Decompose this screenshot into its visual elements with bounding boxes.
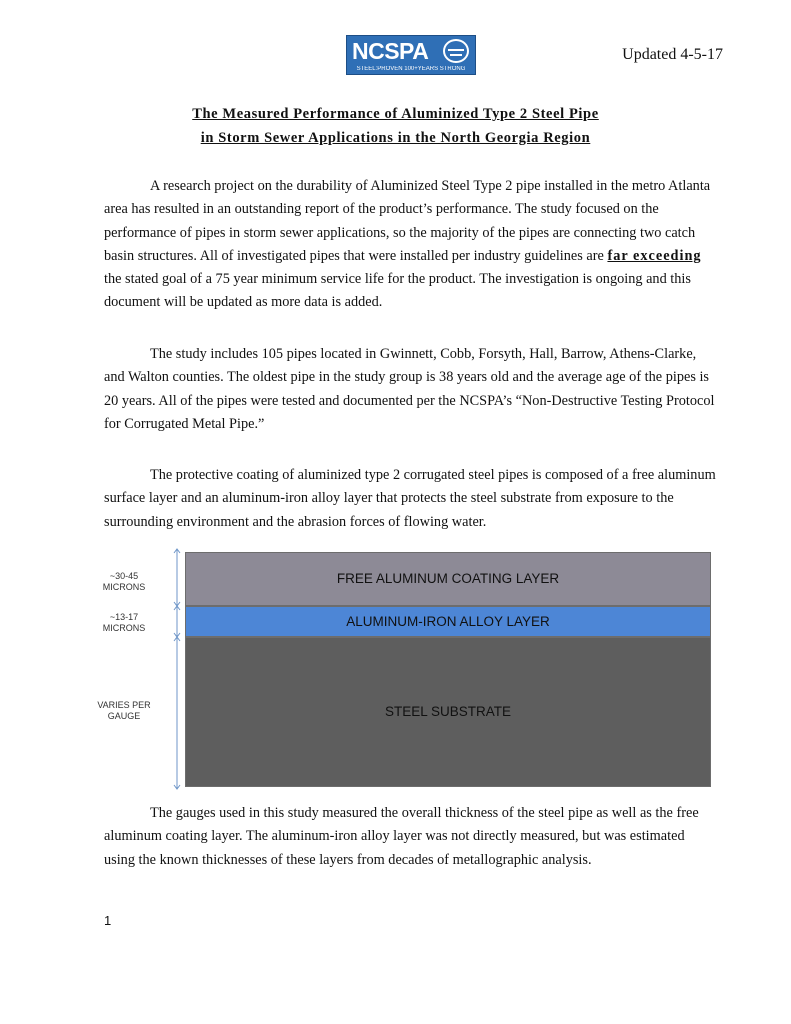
logo-tagline: STEEL:PROVEN 100+YEARS STRONG xyxy=(356,66,466,72)
gauges-paragraph xyxy=(104,802,717,872)
pipe-emblem-icon xyxy=(443,39,469,63)
study-paragraph xyxy=(104,343,717,436)
intro-text-a: A research project on the durability of Aluminized Steel Type 2 pipe installed in the metro Atlanta area has resulted in an outstanding report of the product’s performance. The study focused on the performance of pipes in storm sewer applications, so the majority of the pipes are connecting two catch basin structures. All of investigated pipes that were installed per industry guidelines are xyxy=(104,178,711,264)
gauges-text: The gauges used in this study measured the overall thickness of the steel pipe as well as the free aluminum coating layer. The aluminum-iron alloy layer was not directly measured, but was estimated using the known thicknesses of these layers from decades of metallographic analysis. xyxy=(104,805,699,868)
updated-date: Updated 4-5-17 xyxy=(622,46,723,63)
alloy-thickness-label xyxy=(80,612,168,634)
document-title-line-2: in Storm Sewer Applications in the North Georgia Region xyxy=(200,130,591,146)
thickness-value: VARIES PER xyxy=(97,700,151,710)
free-aluminum-layer: FREE ALUMINUM COATING LAYER xyxy=(185,552,711,606)
coating-paragraph xyxy=(104,464,717,534)
thickness-arrows xyxy=(172,548,182,790)
coating-layers-diagram xyxy=(80,548,720,790)
thickness-value: ~30-45 xyxy=(109,571,139,581)
document-title-line-1: The Measured Performance of Aluminized Type 2 Steel Pipe xyxy=(192,106,599,122)
aluminum-iron-alloy-layer: ALUMINUM-IRON ALLOY LAYER xyxy=(185,606,711,637)
study-text: The study includes 105 pipes located in Gwinnett, Cobb, Forsyth, Hall, Barrow, Athens-Clarke, and Walton counties. The oldest pipe in the study group is 38 years old and the average age of the pipes is 20 years. All of the pipes were tested and documented per the NCSPA’s “Non-Destructive Testing Protocol for Corrugated Metal Pipe.” xyxy=(104,346,715,432)
intro-text-b: the stated goal of a 75 year minimum service life for the product. The investigation is ongoing and this document will be updated as more data is added. xyxy=(104,271,691,311)
thickness-unit: MICRONS xyxy=(102,582,146,592)
emphasis-text: far exceeding xyxy=(607,247,702,264)
intro-paragraph xyxy=(104,175,717,315)
thickness-unit: GAUGE xyxy=(107,711,141,721)
thickness-value: ~13-17 xyxy=(109,612,139,622)
steel-substrate-layer: STEEL SUBSTRATE xyxy=(185,637,711,787)
ncspa-logo xyxy=(346,35,476,75)
thickness-unit: MICRONS xyxy=(102,623,146,633)
logo-text: NCSPA xyxy=(352,38,429,64)
coating-text: The protective coating of aluminized type 2 corrugated steel pipes is composed of a free aluminum surface layer and an aluminum-iron alloy layer that protects the steel substrate from exposure to the surrounding environment and the abrasion forces of flowing water. xyxy=(104,467,716,530)
substrate-thickness-label xyxy=(80,700,168,722)
page-number: 1 xyxy=(104,913,112,928)
free-aluminum-thickness-label xyxy=(80,571,168,593)
